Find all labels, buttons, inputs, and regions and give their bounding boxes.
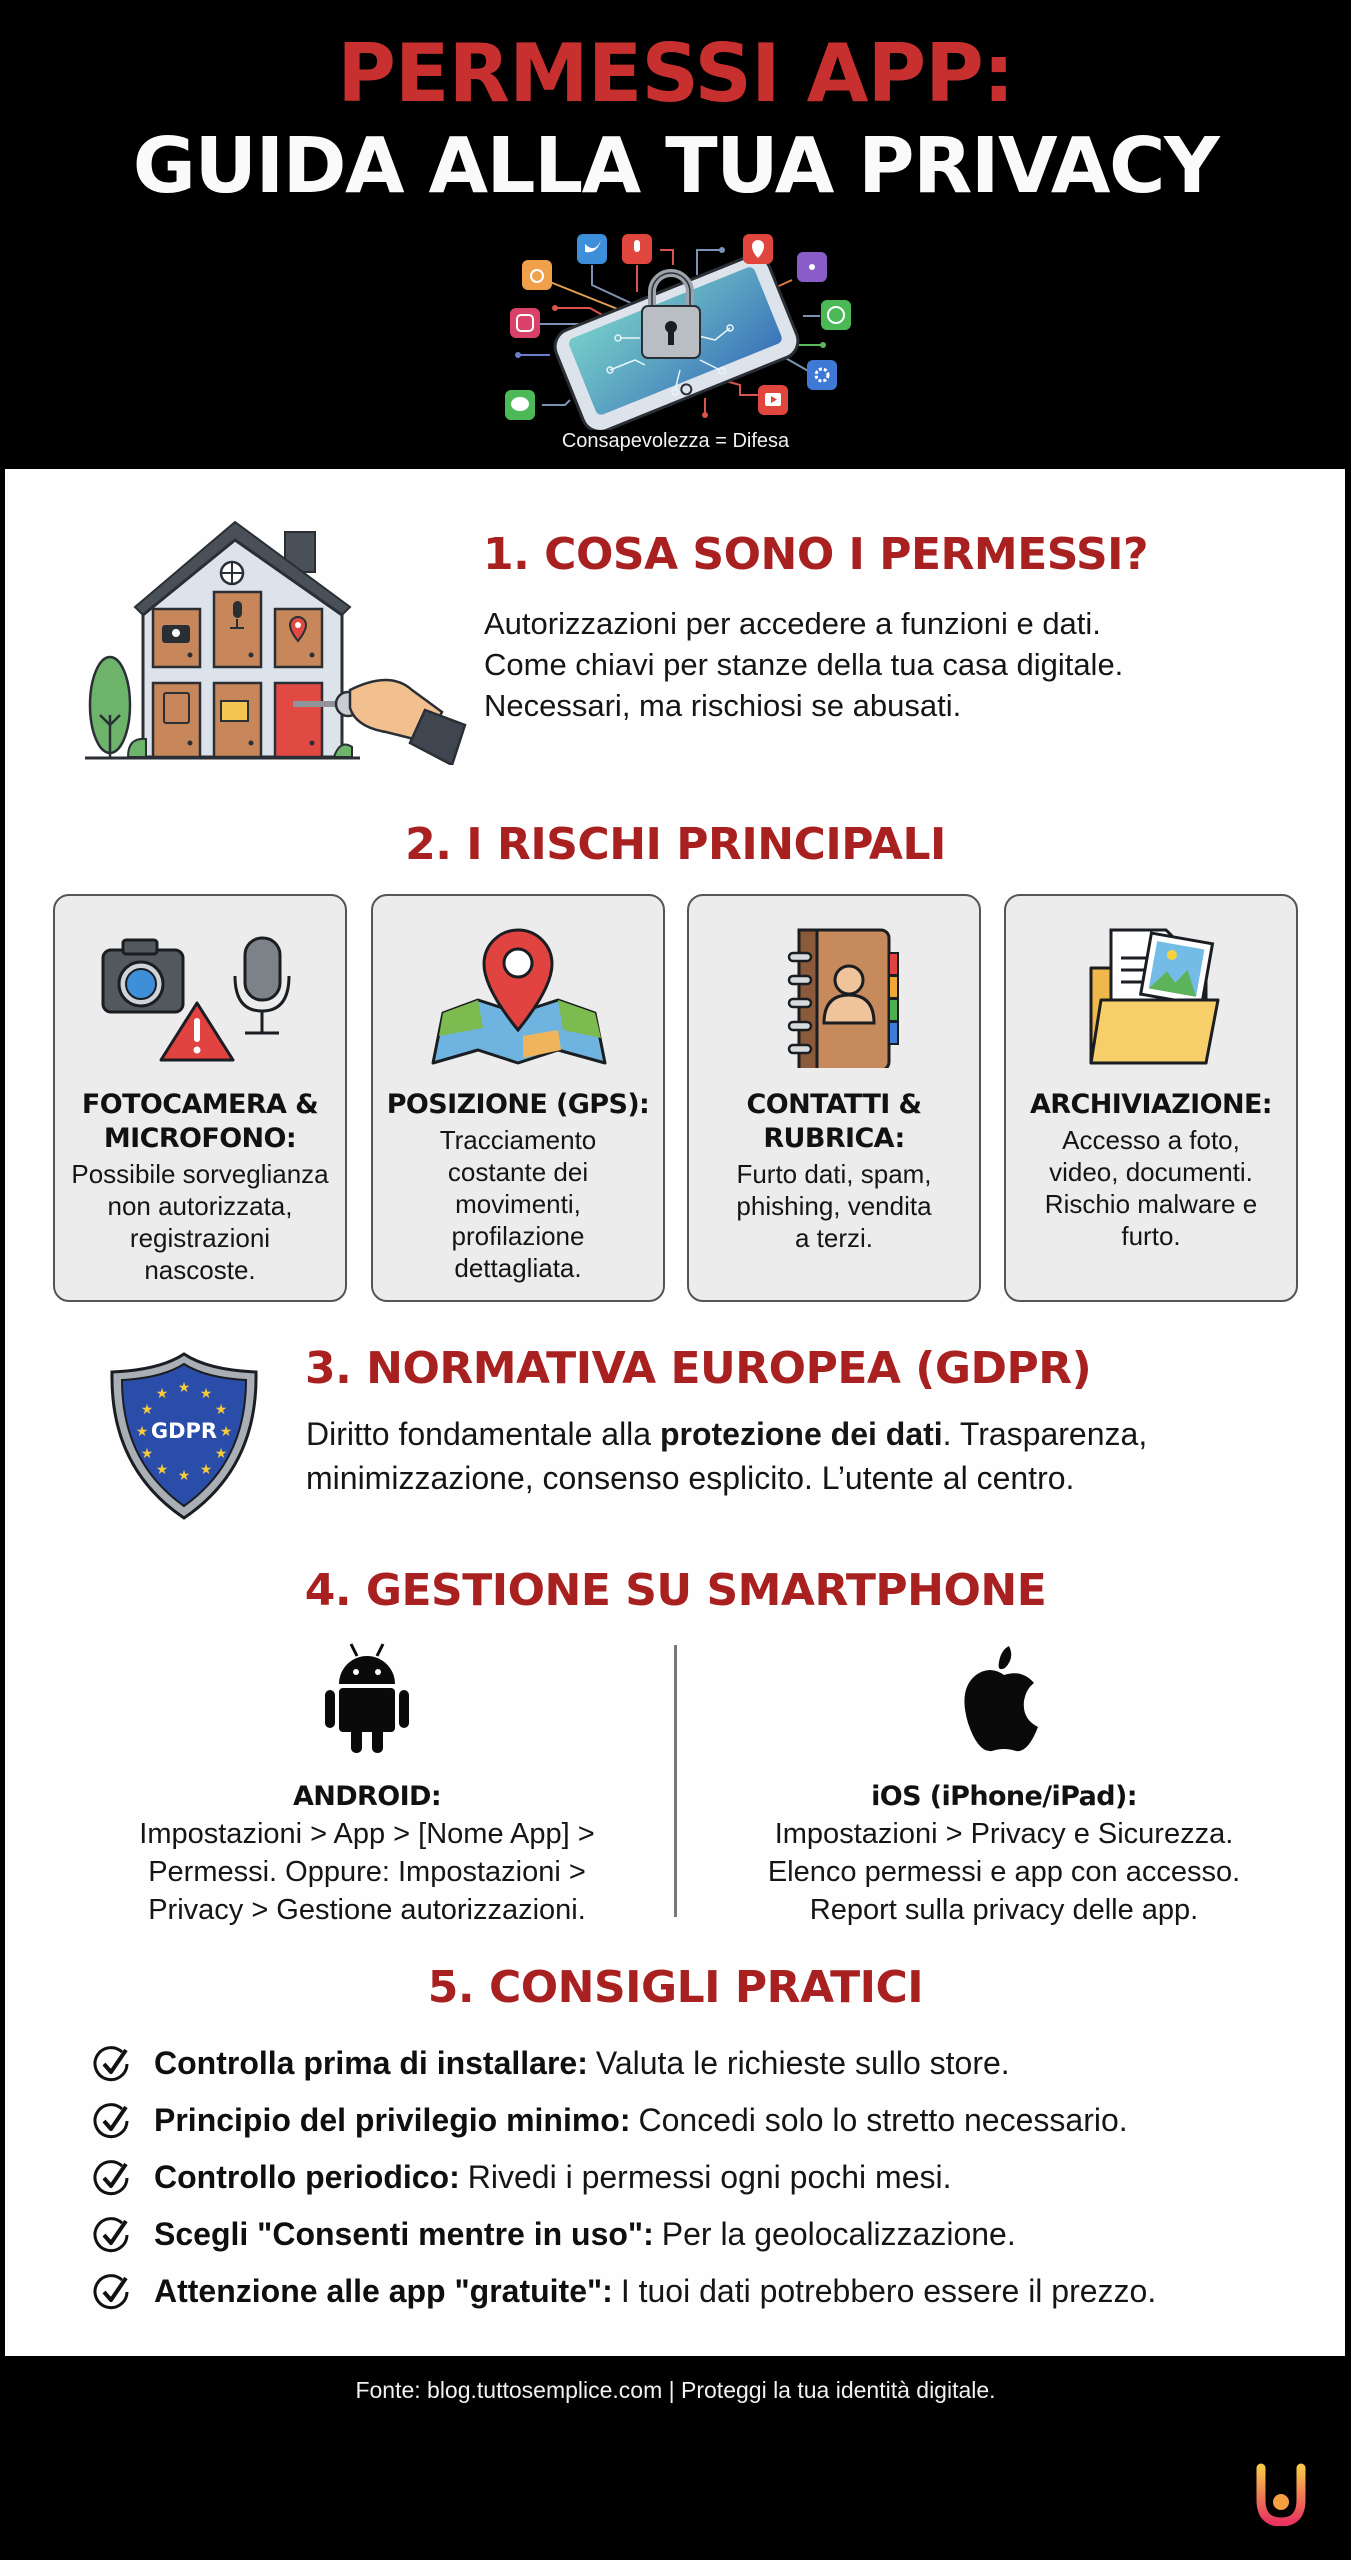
tip-text: Per la geolocalizzazione.	[661, 2216, 1016, 2252]
android-instructions	[57, 1815, 677, 1929]
risk-card-body-line: non autorizzata,	[107, 1191, 293, 1221]
risk-card-body	[61, 1158, 339, 1286]
risk-card-title-line: FOTOCAMERA &	[81, 1089, 319, 1120]
ios-instructions	[694, 1815, 1314, 1929]
section-1-title: 1. COSA SONO I PERMESSI?	[483, 529, 1149, 580]
risk-card-body	[695, 1158, 973, 1254]
risk-card-body	[379, 1124, 657, 1284]
tip-text: Concedi solo lo stretto necessario.	[638, 2102, 1128, 2138]
svg-text:★: ★	[140, 1402, 154, 1418]
android-column	[57, 1640, 677, 1929]
risk-card-title-line: CONTATTI &	[746, 1089, 922, 1120]
risk-card-title-line: MICROFONO:	[103, 1123, 297, 1154]
header	[0, 0, 1351, 469]
android-instruction-line: Impostazioni > App > [Nome App] >	[139, 1818, 595, 1850]
risk-card-body-line: Possibile sorveglianza	[71, 1159, 329, 1189]
check-circle-icon	[92, 2101, 132, 2141]
folder-files-icon	[1006, 918, 1296, 1068]
risk-card-camera-microphone	[53, 894, 347, 1302]
section-2-title: 2. I RISCHI PRINCIPALI	[405, 819, 946, 870]
risk-card-contacts	[687, 894, 981, 1302]
apple-icon	[954, 1640, 1054, 1755]
tip-item	[92, 2035, 1156, 2092]
risk-card-title	[373, 1088, 663, 1122]
tip-label: Attenzione alle app "gratuite":	[154, 2273, 613, 2309]
svg-text:★: ★	[155, 1462, 169, 1478]
risk-card-body-line: costante dei	[447, 1157, 589, 1187]
section-3-line-1: Diritto fondamentale alla protezione dei dati. Trasparenza,	[306, 1416, 1148, 1452]
android-label: ANDROID:	[292, 1781, 442, 1812]
camera-microphone-warning-icon	[55, 918, 345, 1068]
risk-card-body-line: video, documenti.	[1049, 1157, 1253, 1187]
ios-instruction-line: Impostazioni > Privacy e Sicurezza.	[774, 1818, 1234, 1850]
svg-text:★: ★	[155, 1386, 169, 1402]
svg-text:★: ★	[214, 1446, 228, 1462]
svg-text:★: ★	[177, 1468, 191, 1484]
section-1-line: Autorizzazioni per accedere a funzioni e dati.	[484, 606, 1101, 641]
risk-card-body-line: Furto dati, spam,	[736, 1159, 932, 1189]
section-3-title: 3. NORMATIVA EUROPEA (GDPR)	[305, 1343, 1092, 1394]
risk-card-title	[1006, 1088, 1296, 1122]
risk-card-body-line: nascoste.	[144, 1255, 256, 1285]
tip-item	[92, 2206, 1156, 2263]
tip-item	[92, 2092, 1156, 2149]
svg-text:★: ★	[135, 1424, 149, 1440]
check-circle-icon	[92, 2044, 132, 2084]
house-with-doors-and-key-icon	[80, 515, 470, 765]
risk-card-title	[55, 1088, 345, 1156]
tip-text: Rivedi i permessi ogni pochi mesi.	[467, 2159, 952, 2195]
brand-logo-icon	[1251, 2462, 1311, 2526]
gdpr-shield-icon	[108, 1350, 260, 1522]
tip-label: Scegli "Consenti mentre in uso":	[154, 2216, 654, 2252]
footer-source: Fonte: blog.tuttosemplice.com | Proteggi la tua identità digitale.	[355, 2377, 996, 2403]
section-3-line-2: minimizzazione, consenso esplicito. L’utente al centro.	[306, 1460, 1075, 1496]
tip-item	[92, 2263, 1156, 2320]
tip-text: Valuta le richieste sullo store.	[595, 2045, 1010, 2081]
ios-instruction-line: Elenco permessi e app con accesso.	[767, 1856, 1241, 1888]
tip-label: Principio del privilegio minimo:	[154, 2102, 631, 2138]
risk-card-body-line: movimenti,	[455, 1189, 581, 1219]
ios-instruction-line: Report sulla privacy delle app.	[809, 1894, 1199, 1926]
svg-text:GDPR: GDPR	[150, 1419, 218, 1443]
map-pin-icon	[373, 918, 663, 1068]
address-book-icon	[689, 918, 979, 1068]
risk-card-body-line: profilazione	[451, 1221, 585, 1251]
section-5-title: 5. CONSIGLI PRATICI	[427, 1962, 924, 2013]
risk-card-title-line: RUBRICA:	[763, 1123, 905, 1154]
section-1-line: Necessari, ma rischiosi se abusati.	[484, 688, 962, 723]
svg-text:★: ★	[199, 1386, 213, 1402]
risk-card-storage	[1004, 894, 1298, 1302]
check-circle-icon	[92, 2158, 132, 2198]
check-circle-icon	[92, 2272, 132, 2312]
phone-lock-apps-icon	[490, 220, 860, 430]
android-instruction-line: Permessi. Oppure: Impostazioni >	[148, 1856, 586, 1888]
android-instruction-line: Privacy > Gestione autorizzazioni.	[148, 1894, 586, 1926]
risk-card-body-line: furto.	[1121, 1221, 1181, 1251]
tip-label: Controllo periodico:	[154, 2159, 460, 2195]
section-3-body	[306, 1412, 1326, 1500]
emphasis-text: protezione dei dati	[659, 1416, 943, 1452]
section-1-line: Come chiavi per stanze della tua casa digitale.	[484, 647, 1124, 682]
risk-card-title-line: POSIZIONE (GPS):	[386, 1089, 650, 1120]
risk-card-body-line: dettagliata.	[454, 1253, 582, 1283]
svg-text:★: ★	[219, 1424, 233, 1440]
android-icon	[317, 1640, 417, 1755]
risk-card-body	[1012, 1124, 1290, 1252]
svg-text:★: ★	[140, 1446, 154, 1462]
title-line-2: GUIDA ALLA TUA PRIVACY	[132, 122, 1219, 211]
risk-card-body-line: Tracciamento	[439, 1125, 597, 1155]
risk-card-body-line: a terzi.	[794, 1223, 874, 1253]
section-1-body	[484, 603, 1123, 726]
tagline: Consapevolezza = Difesa	[561, 430, 790, 452]
svg-text:★: ★	[199, 1462, 213, 1478]
svg-text:★: ★	[177, 1380, 191, 1396]
section-4-title: 4. GESTIONE SU SMARTPHONE	[304, 1565, 1047, 1616]
tip-text: I tuoi dati potrebbero essere il prezzo.	[620, 2273, 1157, 2309]
tips-list	[92, 2035, 1156, 2320]
ios-label: iOS (iPhone/iPad):	[871, 1781, 1137, 1812]
column-divider	[674, 1645, 677, 1917]
risk-card-body-line: Rischio malware e	[1044, 1189, 1258, 1219]
tip-item	[92, 2149, 1156, 2206]
risk-card-title-line: ARCHIVIAZIONE:	[1030, 1089, 1272, 1120]
title-line-1: PERMESSI APP:	[337, 27, 1014, 120]
risk-card-title	[689, 1088, 979, 1156]
tip-label: Controlla prima di installare:	[154, 2045, 588, 2081]
svg-text:★: ★	[214, 1402, 228, 1418]
ios-column	[694, 1640, 1314, 1929]
risk-card-body-line: registrazioni	[129, 1223, 271, 1253]
risk-card-location	[371, 894, 665, 1302]
risk-card-body-line: Accesso a foto,	[1062, 1125, 1240, 1155]
risk-card-body-line: phishing, vendita	[736, 1191, 932, 1221]
check-circle-icon	[92, 2215, 132, 2255]
